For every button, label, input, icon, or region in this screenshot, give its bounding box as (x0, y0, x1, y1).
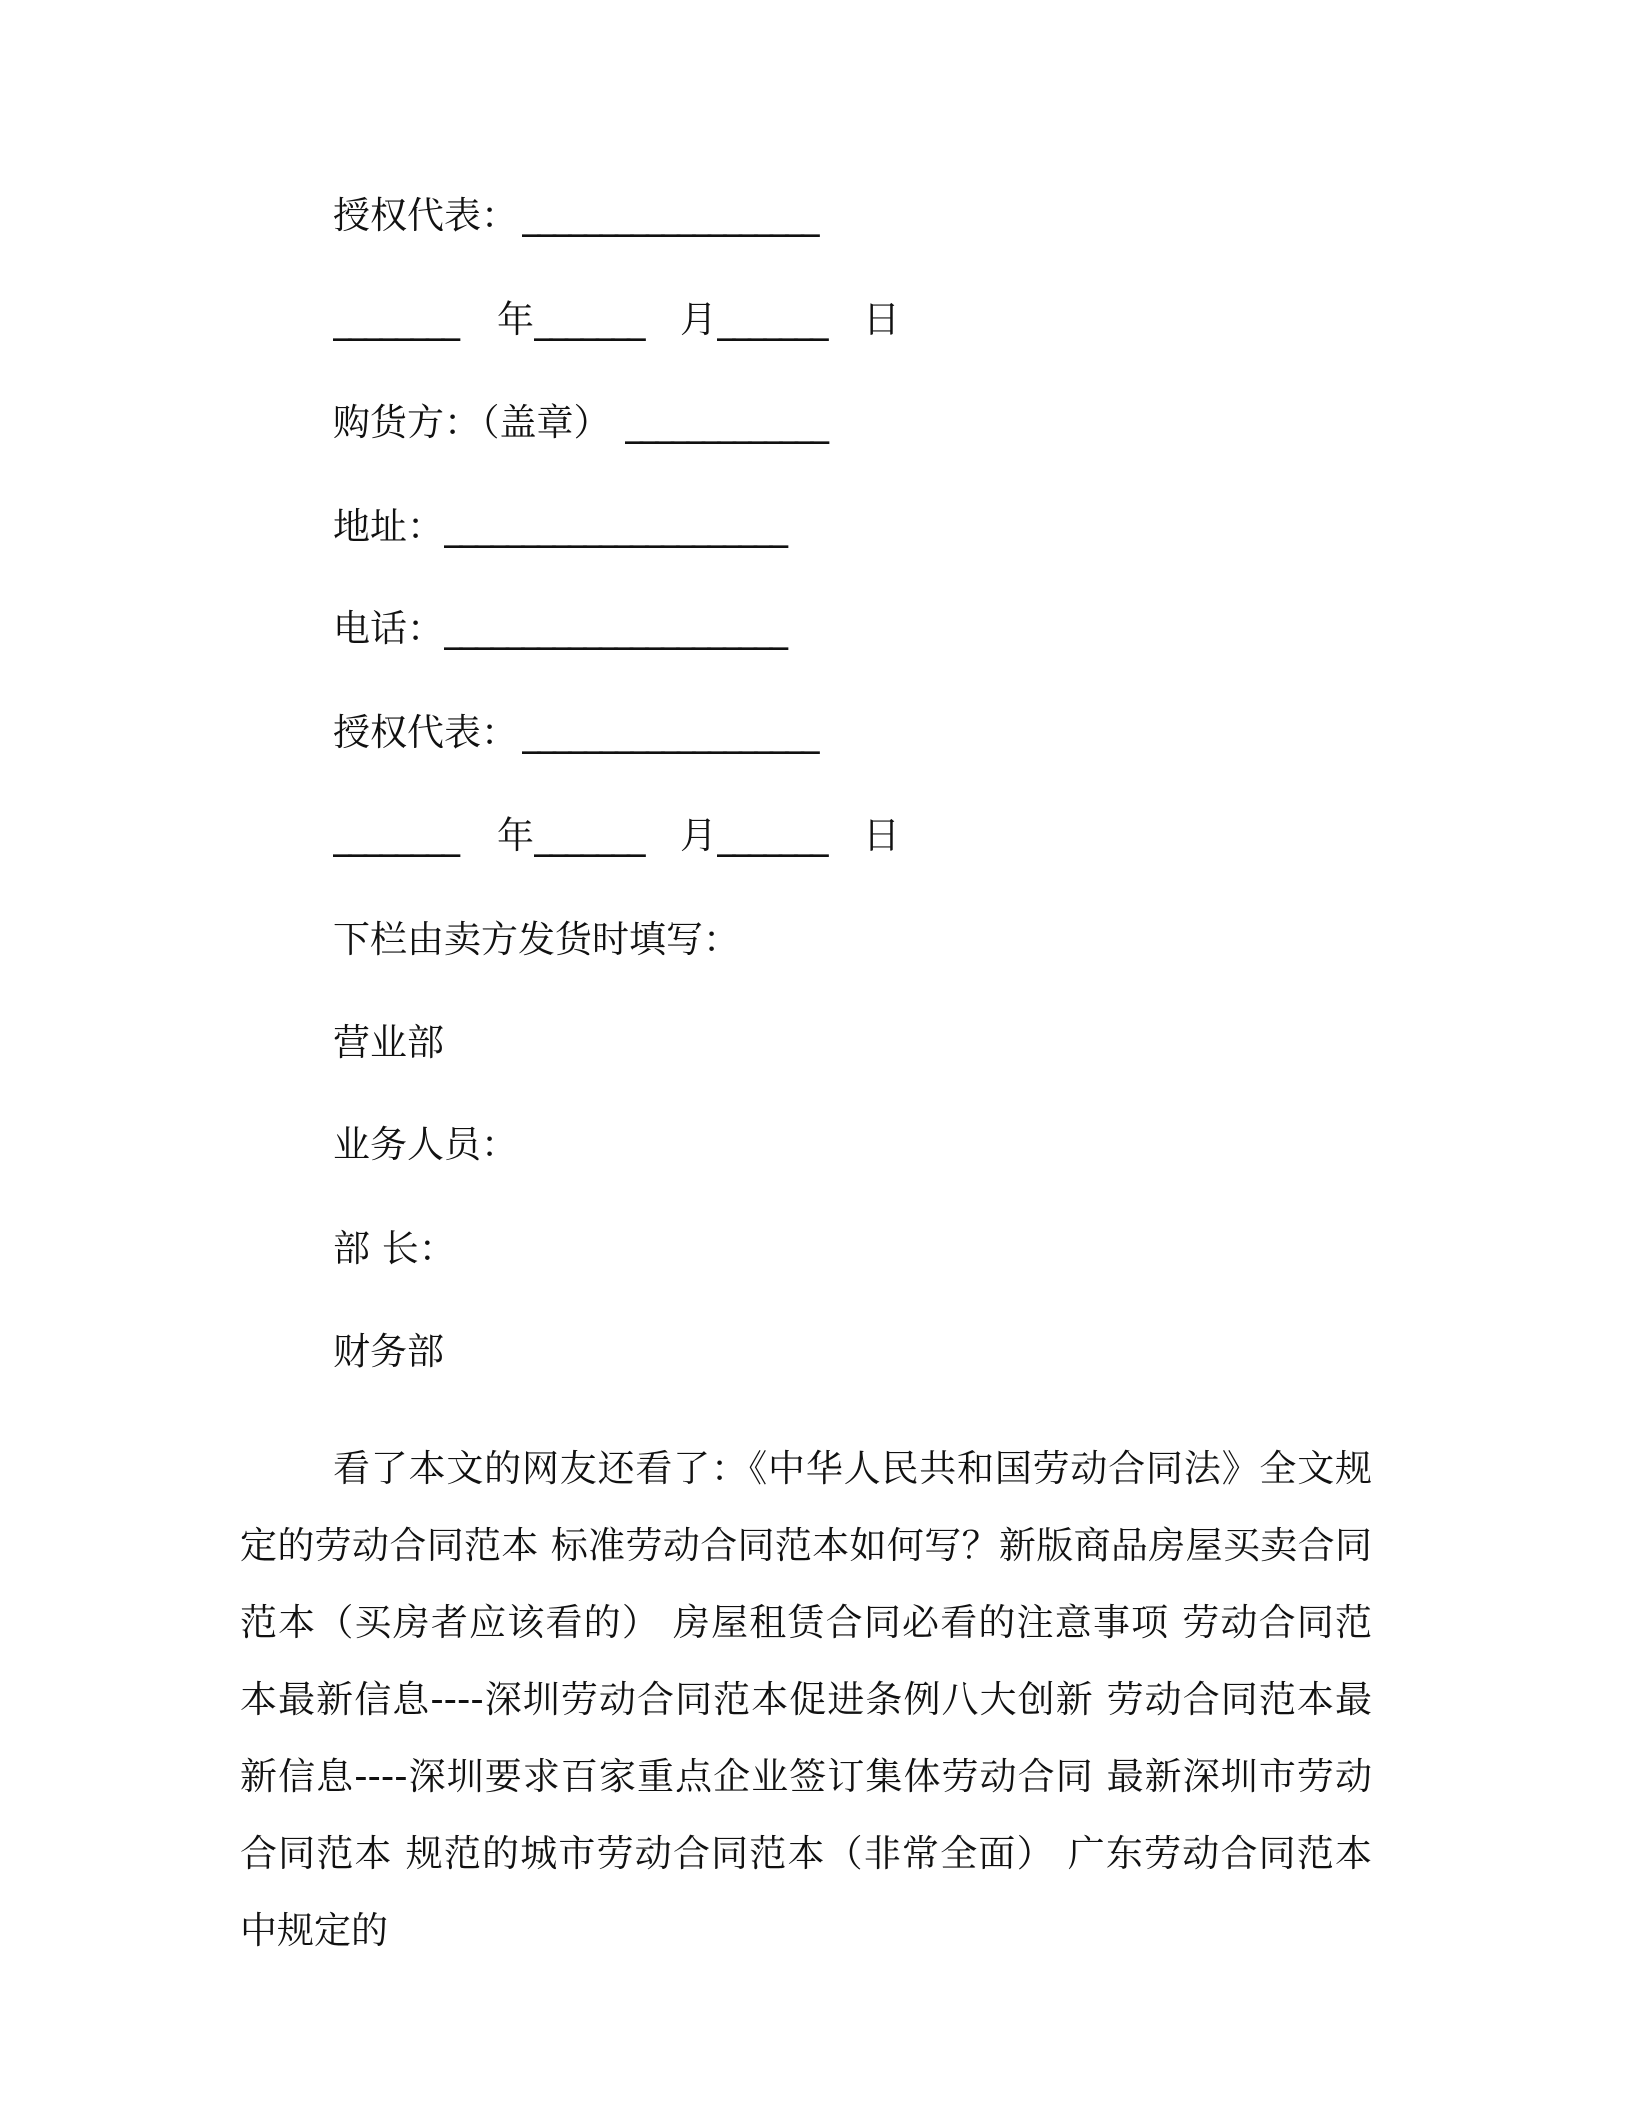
day-label: 日 (863, 814, 900, 857)
year-blank[interactable]: ________ (333, 298, 457, 341)
month-label: 月 (680, 814, 717, 857)
day-blank[interactable]: _______ (717, 814, 826, 857)
sales-staff: 业务人员： (333, 1123, 518, 1166)
sales-dept: 营业部 (333, 1021, 444, 1064)
field-label: 授权代表： (333, 711, 518, 754)
date-line-2 (333, 811, 900, 861)
year-blank[interactable]: ________ (333, 814, 457, 857)
field-label: 授权代表： (333, 194, 518, 237)
phone-line (333, 604, 901, 654)
month-blank[interactable]: _______ (534, 298, 643, 341)
buyer-line (333, 398, 873, 448)
field-label: 电话： (333, 607, 444, 650)
related-articles-paragraph: 看了本文的网友还看了：《中华人民共和国劳动合同法》全文规定的劳动合同范本 标准劳动合同范本如何写？新版商品房屋买卖合同范本（买房者应该看的） 房屋租赁合同必看的注意事项 劳动合同范本最新信息----深圳劳动合同范本促进条例八大创新 劳动合同范本最新信息----深圳要求百家重点企业签订集体劳动合同 最新深圳市劳动合同范本 规范的城市劳动合同范本（非常全面） 广东劳动合同范本中规定的 (240, 1447, 1372, 1952)
dept-head: 部 长： (333, 1227, 456, 1270)
address-line (333, 502, 901, 552)
field-label: 地址： (333, 505, 444, 548)
day-label: 日 (863, 298, 900, 341)
buyer-blank[interactable]: _____________ (624, 401, 826, 444)
year-label: 年 (497, 814, 534, 857)
authorized-rep-line (333, 191, 893, 241)
phone-blank[interactable]: ______________________ (444, 607, 785, 650)
month-blank[interactable]: _______ (534, 814, 643, 857)
address-blank[interactable]: ______________________ (444, 505, 785, 548)
field-label: 购货方：（盖章） (333, 401, 611, 444)
year-label: 年 (497, 298, 534, 341)
finance-dept: 财务部 (333, 1330, 444, 1373)
signature-blank[interactable]: ___________________ (522, 194, 817, 237)
day-blank[interactable]: _______ (717, 298, 826, 341)
signature-blank[interactable]: ___________________ (522, 711, 817, 754)
date-line (333, 295, 900, 345)
seller-note: 下栏由卖方发货时填写： (333, 918, 740, 961)
month-label: 月 (680, 298, 717, 341)
authorized-rep-line-2 (333, 708, 893, 758)
